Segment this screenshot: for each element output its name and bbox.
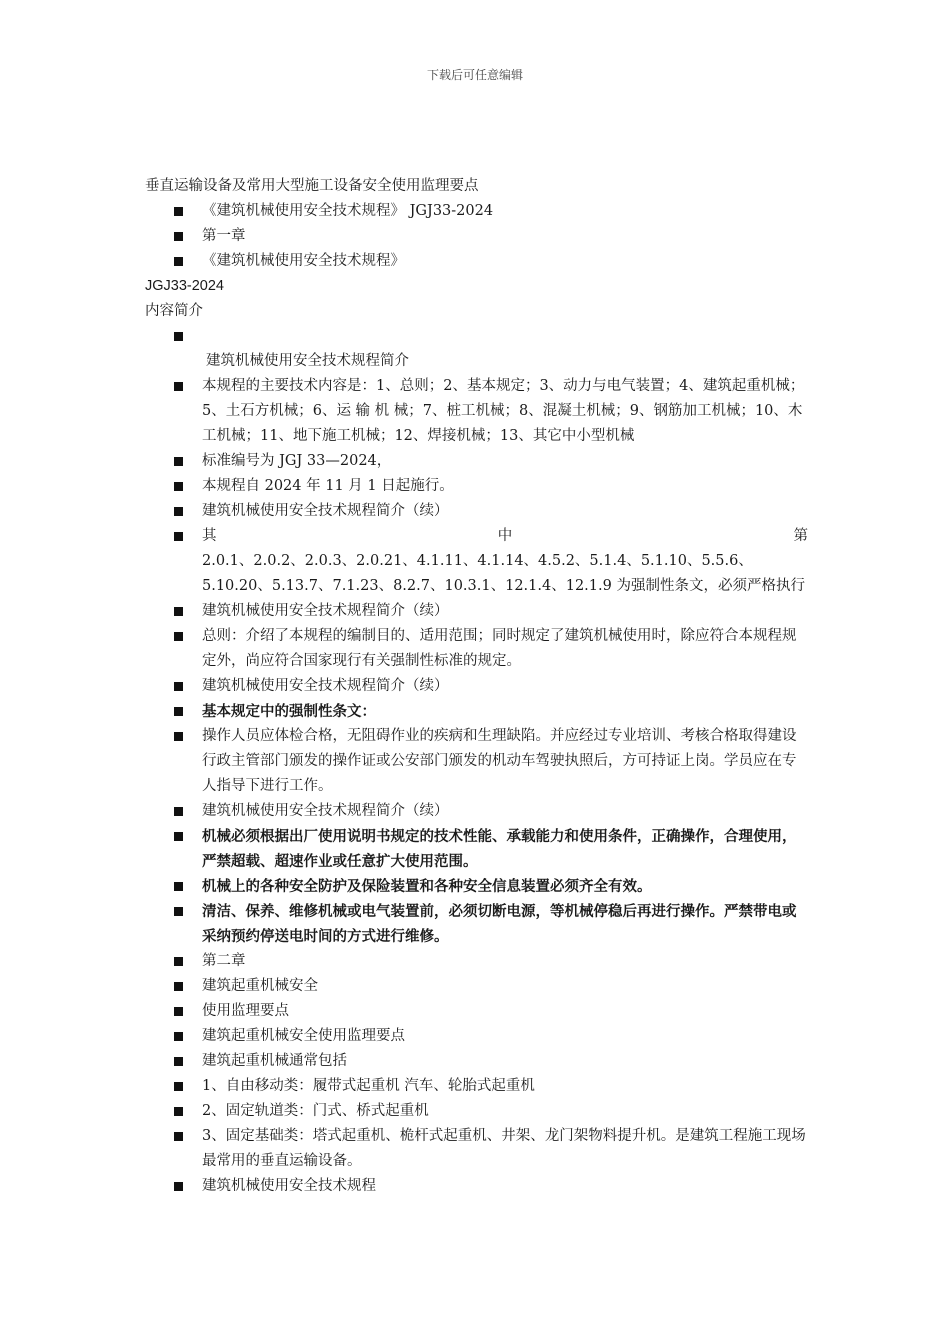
list-item: 建筑机械使用安全技术规程 [145, 1174, 808, 1199]
square-bullet-icon [174, 457, 183, 466]
square-bullet-icon [174, 632, 183, 641]
intro-title: 建筑机械使用安全技术规程简介 [206, 353, 409, 369]
list-item: 建筑机械使用安全技术规程简介（续） [145, 799, 808, 824]
list-item: 第二章 [145, 949, 808, 974]
list-item: 建筑机械使用安全技术规程简介（续） [145, 599, 808, 624]
list-item-heading: 基本规定中的强制性条文： [145, 699, 808, 724]
list-item: 本规程自 2024 年 11 月 1 日起施行。 [145, 474, 808, 499]
bullet-list-b [145, 324, 808, 1199]
list-item: 第一章 [145, 224, 808, 249]
list-item: 建筑起重机械安全 [145, 974, 808, 999]
square-bullet-icon [174, 707, 183, 716]
square-bullet-icon [174, 607, 183, 616]
square-bullet-icon [174, 532, 183, 541]
list-item-bold: 机械上的各种安全防护及保险装置和各种安全信息装置必须齐全有效。 [145, 874, 808, 899]
list-item: 建筑机械使用安全技术规程简介（续） [145, 674, 808, 699]
list-item: 使用监理要点 [145, 999, 808, 1024]
list-item: 《建筑机械使用安全技术规程》 [145, 249, 808, 274]
list-item: 建筑起重机械安全使用监理要点 [145, 1024, 808, 1049]
square-bullet-icon [174, 907, 183, 916]
list-item-bold: 清洁、保养、维修机械或电气装置前，必须切断电源，等机械停稳后再进行操作。严禁带电或采纳预约停送电时间的方式进行维修。 [145, 899, 808, 949]
square-bullet-icon [174, 1107, 183, 1116]
standard-code: JGJ33-2024 [145, 278, 224, 294]
section-label: 内容简介 [145, 303, 203, 319]
square-bullet-icon [174, 232, 183, 241]
list-item: 2、固定轨道类：门式、桥式起重机 [145, 1099, 808, 1124]
square-bullet-icon [174, 1082, 183, 1091]
document-title: 垂直运输设备及常用大型施工设备安全使用监理要点 [145, 178, 479, 194]
square-bullet-icon [174, 682, 183, 691]
square-bullet-icon [174, 257, 183, 266]
square-bullet-icon [174, 807, 183, 816]
square-bullet-icon [174, 982, 183, 991]
square-bullet-icon [174, 382, 183, 391]
list-item: 标准编号为 JGJ 33—2024， [145, 449, 808, 474]
square-bullet-icon [174, 482, 183, 491]
list-item-empty [145, 324, 808, 349]
square-bullet-icon [174, 732, 183, 741]
document-body [145, 174, 808, 1199]
square-bullet-icon [174, 1182, 183, 1191]
square-bullet-icon [174, 957, 183, 966]
list-item-bold: 机械必须根据出厂使用说明书规定的技术性能、承载能力和使用条件，正确操作，合理使用，严禁超载、超速作业或任意扩大使用范围。 [145, 824, 808, 874]
list-item: 总则：介绍了本规程的编制目的、适用范围；同时规定了建筑机械使用时，除应符合本规程规定外，尚应符合国家现行有关强制性标准的规定。 [145, 624, 808, 674]
list-item: 本规程的主要技术内容是：1、总则；2、基本规定；3、动力与电气装置；4、建筑起重机械；5、土石方机械；6、运 输 机 械；7、桩工机械；8、混凝土机械；9、钢筋加工机械；10、木工机械；11、地下施工机械；12、焊接机械；13、其它中小型机械 [145, 374, 808, 449]
list-item: 其 中 第 2.0.1、2.0.2、2.0.3、2.0.21、4.1.11、4.1.14、4.5.2、5.1.4、5.1.10、5.5.6、5.10.20、5.13.7、7.1.23、8.2.7、10.3.1、12.1.4、12.1.9 为强制性条文，必须严格执行 [145, 524, 808, 599]
page-header: 下载后可任意编辑 [426, 68, 523, 82]
square-bullet-icon [174, 332, 183, 341]
list-item: 《建筑机械使用安全技术规程》 JGJ33-2024 [145, 199, 808, 224]
bullet-list-a [145, 199, 808, 274]
square-bullet-icon [174, 1132, 183, 1141]
square-bullet-icon [174, 1007, 183, 1016]
square-bullet-icon [174, 1057, 183, 1066]
square-bullet-icon [174, 832, 183, 841]
list-item: 建筑起重机械通常包括 [145, 1049, 808, 1074]
list-item: 操作人员应体检合格，无阻碍作业的疾病和生理缺陷。并应经过专业培训、考核合格取得建设行政主管部门颁发的操作证或公安部门颁发的机动车驾驶执照后，方可持证上岗。学员应在专人指导下进行工作。 [145, 724, 808, 799]
list-item: 建筑机械使用安全技术规程简介（续） [145, 499, 808, 524]
square-bullet-icon [174, 207, 183, 216]
list-item: 1、自由移动类：履带式起重机 汽车、轮胎式起重机 [145, 1074, 808, 1099]
list-item: 3、固定基础类：塔式起重机、桅杆式起重机、井架、龙门架物料提升机。是建筑工程施工现场最常用的垂直运输设备。 [145, 1124, 808, 1174]
square-bullet-icon [174, 882, 183, 891]
square-bullet-icon [174, 1032, 183, 1041]
square-bullet-icon [174, 507, 183, 516]
